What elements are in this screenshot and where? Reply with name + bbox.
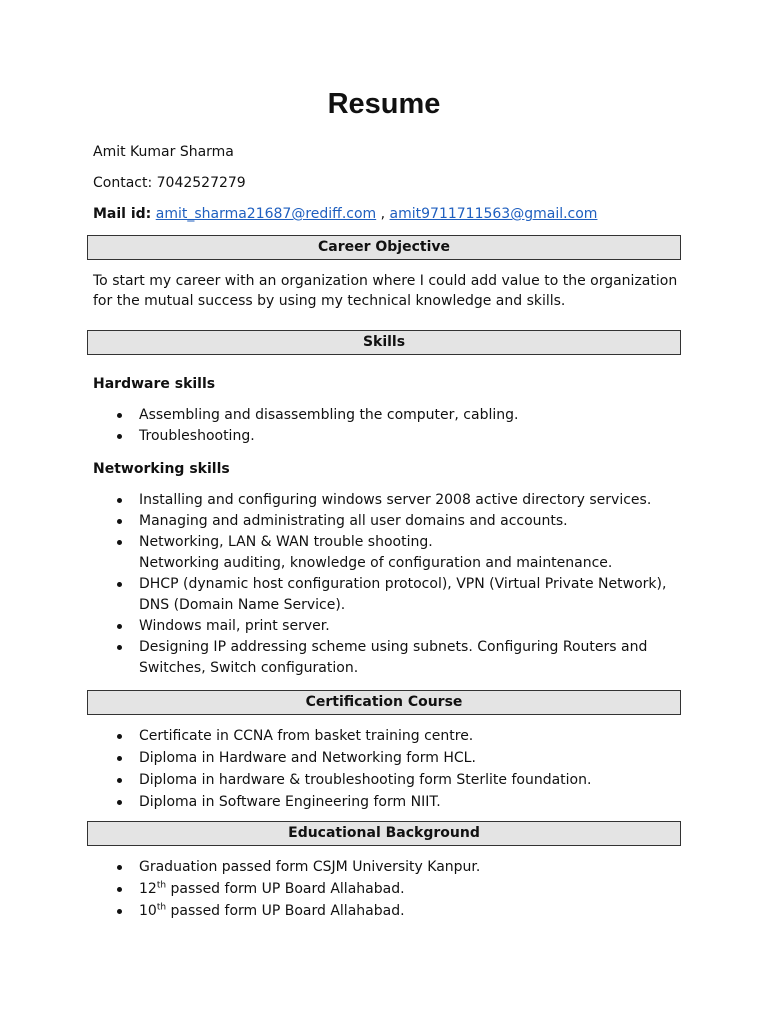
list-item: Diploma in Hardware and Networking form HCL. [93,748,693,769]
page-title: Resume [327,88,441,120]
bullet-icon [117,498,122,503]
career-objective-header: Career Objective [87,235,681,260]
list-item-continuation: DNS (Domain Name Service). [139,597,346,613]
list-item: Networking, LAN & WAN trouble shooting. [93,532,693,553]
bullet-icon [117,413,122,418]
certification-header: Certification Course [87,690,681,715]
list-item: Graduation passed form CSJM University Kanpur. [93,857,693,878]
networking-skills-heading: Networking skills [93,461,230,477]
bullet-icon [117,734,122,739]
bullet-icon [117,582,122,587]
hardware-skills-list [93,405,693,447]
career-objective-text: To start my career with an organization where I could add value to the organization for the mutual success by using my technical knowledge and skills. [93,273,678,309]
bullet-icon [117,778,122,783]
email-link-rediff[interactable]: amit_sharma21687@rediff.com [155,206,377,222]
list-item: DHCP (dynamic host configuration protocol), VPN (Virtual Private Network), [93,574,693,595]
hardware-skills-heading: Hardware skills [93,376,216,392]
bullet-icon [117,800,122,805]
bullet-icon [117,756,122,761]
bullet-icon [117,540,122,545]
list-item: 10th passed form UP Board Allahabad. [93,901,693,922]
list-item: Diploma in Software Engineering form NIIT. [93,792,693,813]
list-item: Managing and administrating all user domains and accounts. [93,511,693,532]
list-item: Installing and configuring windows server 2008 active directory services. [93,490,693,511]
list-item: Assembling and disassembling the computer, cabling. [93,405,693,426]
list-item-continuation: Switches, Switch configuration. [139,660,359,676]
list-item: Windows mail, print server. [93,616,693,637]
list-item: 12th passed form UP Board Allahabad. [93,879,693,900]
email-link-gmail[interactable]: amit9711711563@gmail.com [389,206,598,222]
email-separator: , [380,206,386,222]
skills-header: Skills [87,330,681,355]
list-item-continuation: Networking auditing, knowledge of configuration and maintenance. [139,555,613,571]
list-item: Troubleshooting. [93,426,693,447]
bullet-icon [117,434,122,439]
mail-label: Mail id: [93,206,152,222]
list-item: Diploma in hardware & troubleshooting form Sterlite foundation. [93,770,693,791]
mail-line [93,204,597,224]
networking-skills-list [93,490,693,679]
education-header: Educational Background [87,821,681,846]
bullet-icon [117,887,122,892]
list-item: Certificate in CCNA from basket training centre. [93,726,693,747]
education-list [93,857,693,922]
certification-list [93,726,693,813]
contact-line: Contact: 7042527279 [93,175,246,191]
candidate-name: Amit Kumar Sharma [93,144,234,160]
bullet-icon [117,519,122,524]
bullet-icon [117,909,122,914]
bullet-icon [117,645,122,650]
bullet-icon [117,624,122,629]
list-item: Designing IP addressing scheme using subnets. Configuring Routers and [93,637,693,658]
bullet-icon [117,865,122,870]
